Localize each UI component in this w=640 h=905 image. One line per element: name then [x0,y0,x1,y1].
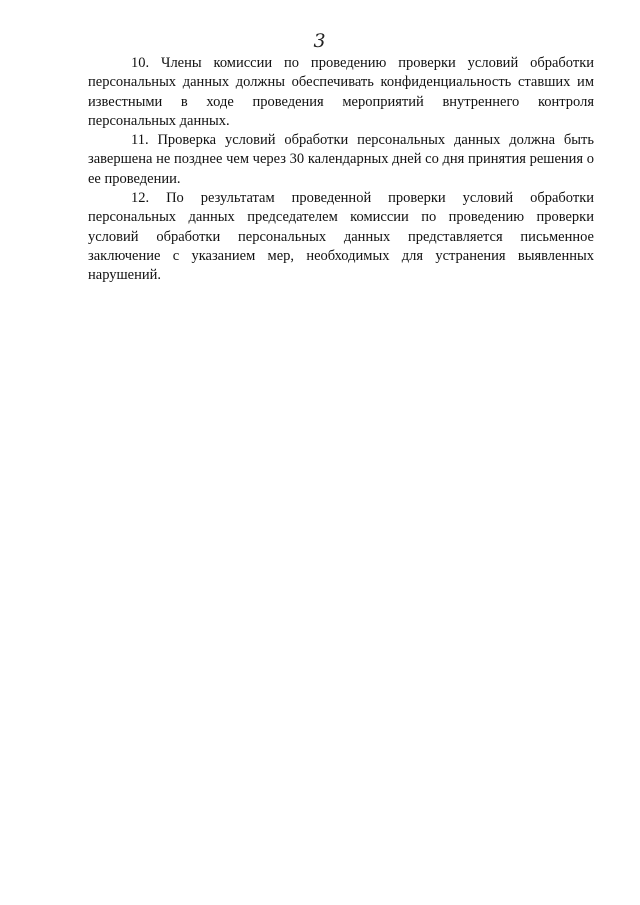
paragraph-12: 12. По результатам проведенной проверки условий обработки персональных данных председателем комиссии по проведению проверки условий обработки персональных данных представляется письменное заключение с указанием мер, необходимых для устранения выявленных нарушений. [88,190,594,284]
page-number: 3 [313,30,327,52]
paragraph-10: 10. Члены комиссии по проведению проверки условий обработки персональных данных должны обеспечивать конфиденциальность ставших им известными в ходе проведения мероприятий внутреннего контроля персональных данных. [88,55,594,129]
paragraph-11: 11. Проверка условий обработки персональных данных должна быть завершена не позднее чем через 30 календарных дней со дня принятия решения о ее проведении. [88,132,594,187]
document-body [88,54,594,286]
